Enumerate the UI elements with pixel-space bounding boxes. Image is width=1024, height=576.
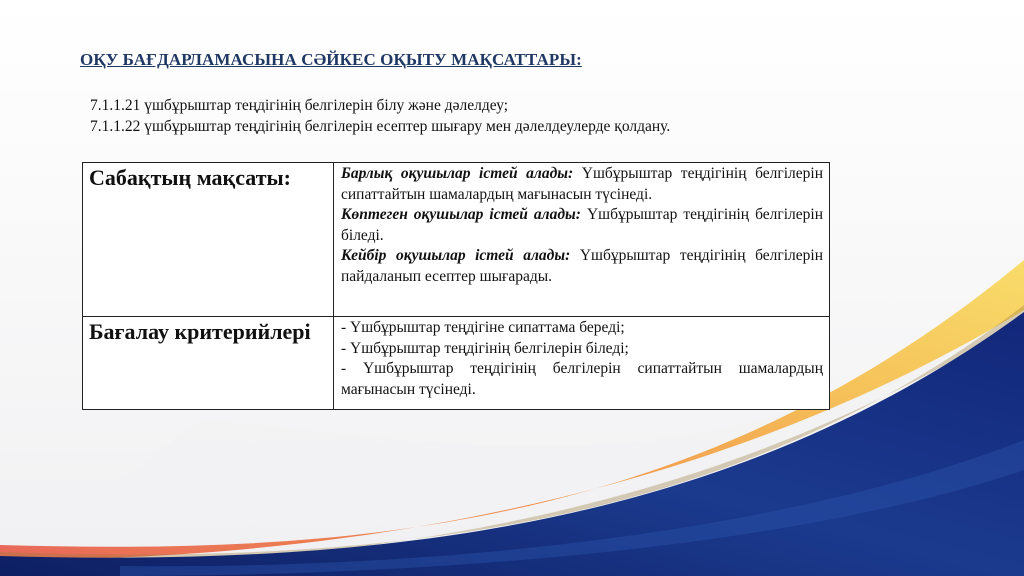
criteria-item: - Үшбұрыштар теңдігінің белгілерін сипаттайтын шамалардың мағынасын түсінеді. bbox=[341, 360, 823, 398]
row-header-assessment-criteria: Бағалау критерийлері bbox=[83, 317, 334, 410]
assessment-criteria-content bbox=[334, 317, 830, 410]
goal-item: Барлық оқушылар істей алады: Үшбұрыштар теңдігінің белгілерін сипаттайтын шамалардың мағынасын түсінеді. bbox=[341, 165, 823, 203]
objective-item: 7.1.1.22 үшбұрыштар теңдігінің белгілерін есептер шығару мен дәлелдеулерде қолдану. bbox=[90, 118, 671, 135]
table-row bbox=[83, 163, 830, 317]
objective-item: 7.1.1.21 үшбұрыштар теңдігінің белгілерін білу және дәлелдеу; bbox=[90, 97, 509, 114]
criteria-item: - Үшбұрыштар теңдігіне сипаттама береді; bbox=[341, 319, 625, 336]
page-title: ОҚУ БАҒДАРЛАМАСЫНА СӘЙКЕС ОҚЫТУ МАҚСАТТАРЫ: bbox=[80, 50, 582, 69]
goals-table bbox=[82, 162, 830, 410]
goal-item: Кейбір оқушылар істей алады: Үшбұрыштар теңдігінің белгілерін пайдаланып есептер шығарады. bbox=[341, 247, 823, 285]
goal-item: Көптеген оқушылар істей алады: Үшбұрыштар теңдігінің белгілерін біледі. bbox=[341, 206, 823, 244]
learning-objectives bbox=[90, 95, 670, 137]
criteria-item: - Үшбұрыштар теңдігінің белгілерін біледі; bbox=[341, 339, 629, 357]
row-header-lesson-goal: Сабақтың мақсаты: bbox=[83, 163, 334, 317]
table-row bbox=[83, 317, 830, 410]
lesson-goal-content bbox=[334, 163, 830, 317]
